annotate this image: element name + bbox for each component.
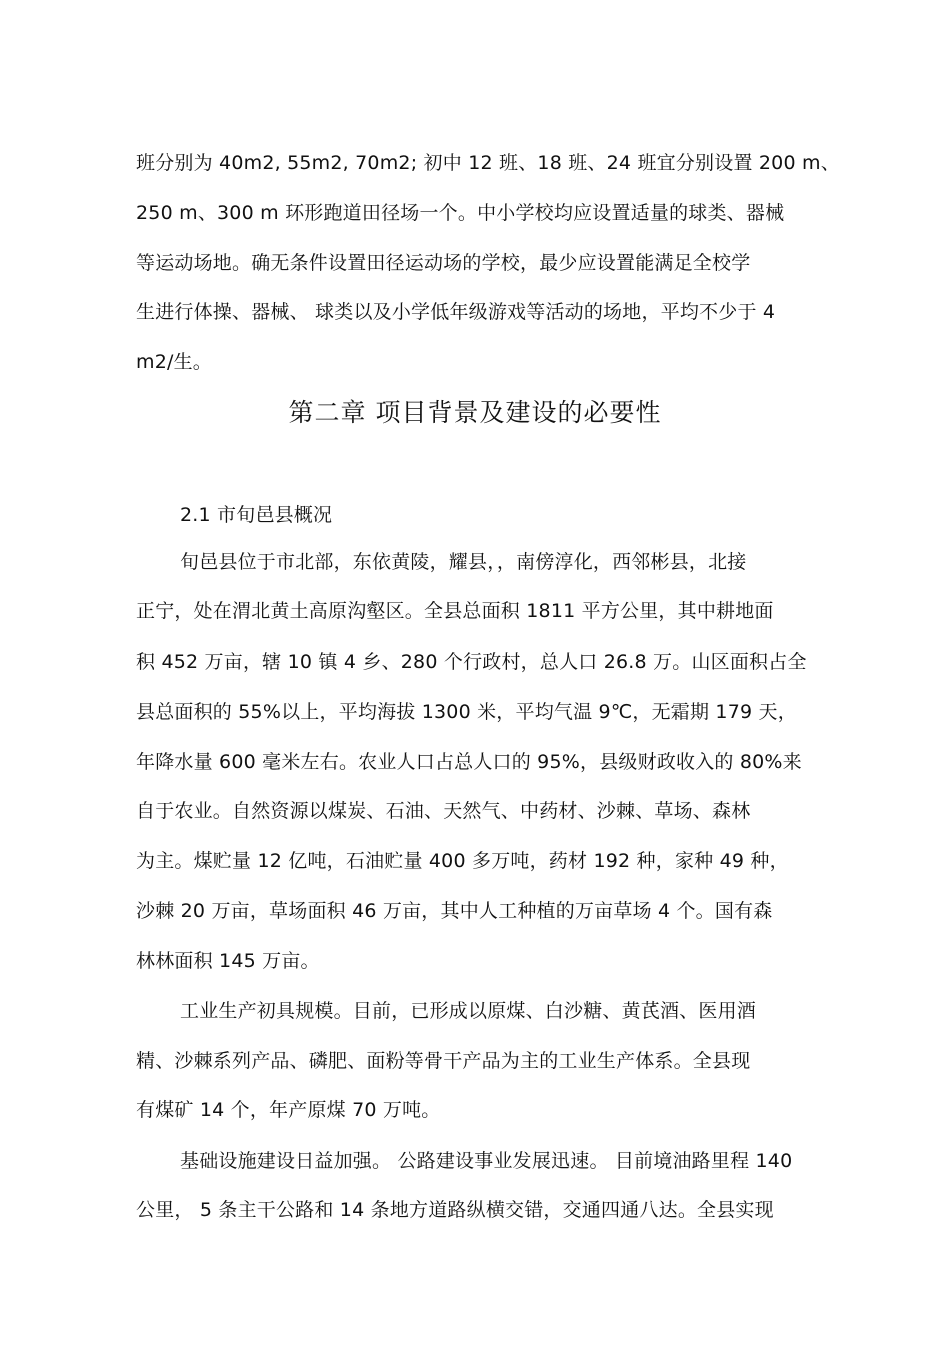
paragraph-1-line-4: 县总面积的 55%以上，平均海拔 1300 米，平均气温 9℃，无霜期 179 天， bbox=[136, 701, 797, 723]
paragraph-1-line-8: 沙棘 20 万亩，草场面积 46 万亩，其中人工种植的万亩草场 4 个。国有森 bbox=[136, 900, 773, 922]
paragraph-3-line-1: 基础设施建设日益加强。 公路建设事业发展迅速。 目前境油路里程 140 bbox=[180, 1150, 793, 1172]
intro-line-1: 班分别为 40m2, 55m2, 70m2; 初中 12 班、18 班、24 班宜分别设置 200 m、 bbox=[136, 152, 840, 174]
paragraph-1-line-3: 积 452 万亩，辖 10 镇 4 乡、280 个行政村，总人口 26.8 万。山区面积占全 bbox=[136, 651, 807, 673]
paragraph-1-line-2: 正宁，处在渭北黄土高原沟壑区。全县总面积 1811 平方公里，其中耕地面 bbox=[136, 600, 774, 622]
intro-line-4: 生进行体操、器械、 球类以及小学低年级游戏等活动的场地，平均不少于 4 bbox=[136, 301, 776, 323]
paragraph-2-line-1: 工业生产初具规模。目前，已形成以原煤、白沙糖、黄芪酒、医用酒 bbox=[180, 1000, 757, 1022]
intro-line-3: 等运动场地。确无条件设置田径运动场的学校，最少应设置能满足全校学 bbox=[136, 252, 751, 274]
paragraph-2-line-2: 精、沙棘系列产品、磷肥、面粉等骨干产品为主的工业生产体系。全县现 bbox=[136, 1050, 751, 1072]
paragraph-1-line-1: 旬邑县位于市北部，东依黄陵，耀县，，南傍淳化，西邻彬县，北接 bbox=[180, 551, 747, 573]
paragraph-1-line-9: 林林面积 145 万亩。 bbox=[136, 950, 320, 972]
paragraph-2-line-3: 有煤矿 14 个，年产原煤 70 万吨。 bbox=[136, 1099, 441, 1121]
paragraph-1-line-5: 年降水量 600 毫米左右。农业人口占总人口的 95%，县级财政收入的 80%来 bbox=[136, 751, 802, 773]
section-title: 2.1 市旬邑县概况 bbox=[180, 504, 333, 526]
paragraph-1-line-7: 为主。煤贮量 12 亿吨，石油贮量 400 多万吨，药材 192 种，家种 49 种， bbox=[136, 850, 789, 872]
intro-line-5: m2/生。 bbox=[136, 351, 212, 373]
paragraph-1-line-6: 自于农业。自然资源以煤炭、石油、天然气、中药材、沙棘、草场、森林 bbox=[136, 800, 751, 822]
intro-line-2: 250 m、300 m 环形跑道田径场一个。中小学校均应设置适量的球类、器械 bbox=[136, 202, 785, 224]
paragraph-3-line-2: 公里， 5 条主干公路和 14 条地方道路纵横交错，交通四通八达。全县实现 bbox=[136, 1199, 774, 1221]
chapter-title: 第二章 项目背景及建设的必要性 bbox=[288, 398, 662, 427]
